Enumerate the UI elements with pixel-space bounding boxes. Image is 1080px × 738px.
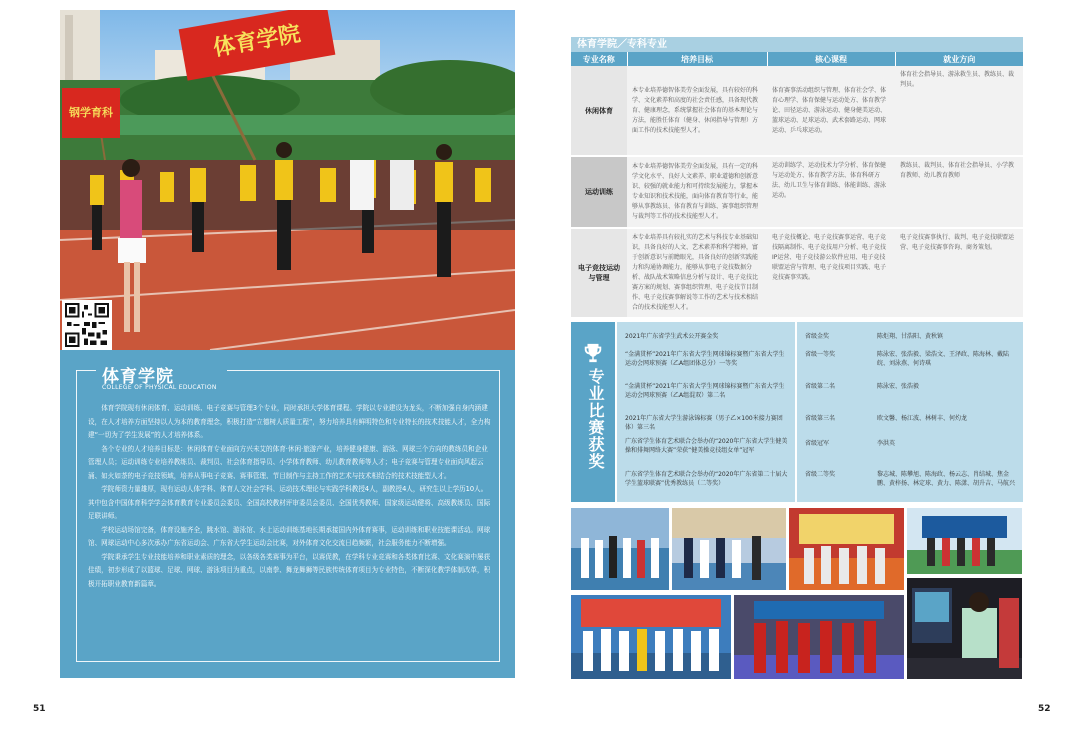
major-goal: 本专业培养德智体美劳全面发展，具有较好的科学、文化素养和高度的社会责任感，具备现代教育、健康理念，系统掌握社会体育的基本理论与方法，能胜任体育（健身、休闲指导与管理）方面工作的技术技能型人才。 [627,66,767,156]
award-level: 省级一等奖 [805,351,836,358]
award-photo-4 [907,508,1022,574]
major-goal: 本专业培养具有较扎实的艺术与科技专业基础知识，具备良好的人文、艺术素养和科学精神，富于创新意识与前瞻眼光，具备良好的创新实践能力和沟通协调能力，能够从事电子竞技数据分析、战队战术策略信息分析与设计、电子竞技比赛方案的规划、赛事组织管理、电子竞技节目制作、电子竞技赛事解说等工作的艺术与技术相结合的技术技能型人才。 [627,228,767,318]
awards-title: 专业比赛获奖 [586,368,605,470]
page-number-left: 51 [33,704,46,714]
header-goal: 培养目标 [627,52,767,66]
table-row [571,66,1023,156]
award-winners: 李洪英 [877,440,896,447]
award-event: 2021年广东省学生武术公开赛金奖 [625,333,719,340]
award-winners: 欧文馨、杨江波、林树丰、何灼龙 [877,415,968,422]
awards-section [571,322,1023,502]
majors-table [571,52,1023,319]
page-number-right: 52 [1038,704,1051,714]
trophy-icon [582,342,604,364]
award-event: “金满贯杯”2021年广东省大学生网球锦标赛暨广东省大学生运动会网球预赛（乙A组团体总分）一等奖 [625,351,785,367]
major-courses: 电子竞技概论、电子竞技赛事运营、电子竞技隔离制作、电子竞技用户分析、电子竞技IP运营、电子竞技游公软件应用、电子竞技联盟运营与管理、电子竞技项目实践、电子竞技赛事实践。 [767,228,895,318]
table-row [571,228,1023,318]
small-flag: 钢学育科 [62,88,120,138]
award-winners: 陈泳宏、张浩毅、梁浩文、王泽政、陈海林、戴陆皖、刘泳燕、何诗琪 [877,351,1010,367]
award-event: 广东省学生体育艺术联合会举办的“2020年广东省大学生健美操和排舞网络大赛”荣获“健美操竞技组女单”冠军 [625,438,788,454]
awards-events-column [617,322,795,502]
intro-paragraph: 学校运动场馆完备，体育设施齐全，跳水馆、游泳馆、水上运动训练基地长期承接国内外体育赛事，运动训练和职业技能课活动。网球馆、网球运动中心多次承办广东省运动会、广东省大学生运动会比赛，对外体育文化交流日趋频繁，社会服务能力不断增强。 [88,525,491,547]
award-event: 2021年广东省大学生游泳锦标赛（男子乙×100米接力赛团体）第三名 [625,415,783,431]
esports-photo [907,578,1022,679]
major-career: 体育社会指导员、游泳救生员、教练员、裁判员。 [895,66,1023,156]
college-subtitle: COLLEGE OF PHYSICAL EDUCATION [102,384,217,391]
header-courses: 核心课程 [767,52,895,66]
award-photo-6 [734,595,904,679]
section-title: 体育学院／专科专业 [571,37,1023,52]
award-photo-1 [571,508,669,590]
intro-text [88,402,493,591]
award-level: 省级二等奖 [805,471,836,478]
parade-photo [60,10,515,350]
major-goal: 本专业培养德智体美劳全面发展，具有一定的科学文化水平、良好人文素养、职业道德和创新意识、较强的就业能力和可持续发展能力，掌握本专业知识和技术技能，面向体育教育等行业，能够从事教练员、体育教育与训练、赛事组织管理与裁判等工作的技术技能型人才。 [627,156,767,228]
award-winners: 黎志城、陈攀旭、陈海政、杨云志、肖结城、焦金鹏、黄梓扬、林定球、黄力、陈潇、胡升吉、马航兴 [877,471,1016,487]
award-level: 省级第三名 [805,415,836,422]
header-major: 专业名称 [571,52,627,66]
banner-flag: 体育学院 [179,10,336,81]
major-name: 休闲体育 [571,66,627,156]
header-career: 就业方向 [895,52,1023,66]
award-winners: 陈泳宏、张浩毅 [877,383,920,390]
major-courses: 体育赛事活动组织与管理、体育社会学、体育心理学、体育保健与运动处方、体育教学论、田径运动、游泳运动、健身健美运动、篮球运动、足球运动、武术套路运动、网球运动、乒乓球运动。 [767,66,895,156]
award-photo-3 [789,508,904,590]
college-intro-panel [60,350,515,678]
table-header-row [571,52,1023,66]
qr-code[interactable] [62,300,112,350]
award-event: 广东省学生体育艺术联合会举办的“2020年广东省第二十届大学生篮球联赛”优秀教练员（二等奖） [625,471,788,487]
awards-label [571,322,615,502]
awards-winners-column [797,322,1023,502]
major-career: 教练员、裁判员、体育社会指导员、小学教育教师、幼儿教育教师 [895,156,1023,228]
table-row [571,156,1023,228]
intro-paragraph: 各个专业的人才培养目标是：休闲体育专业面向方兴未艾的体育·休闲·旅游产业，培养健身健康、游泳、网球三个方向的教练员和企业管理人员；运动训练专业培养教练员、裁判员、社会体育指导员、小学体育教师、幼儿教育教师等人才；电子竞赛与管理专业面向风起云涌、如火如荼的电子竞技领域，培养从事电子竞赛、赛事管理、节目制作与主持工作的艺术与技术相结合的技术技能型人才。 [88,444,488,480]
award-level: 省级金奖 [805,333,830,340]
major-name: 运动训练 [571,156,627,228]
major-name: 电子竞技运动与管理 [571,228,627,318]
award-event: “金满贯杯”2021年广东省大学生网球锦标赛暨广东省大学生运动会网球预赛（乙A组混双）第二名 [625,383,785,399]
college-title: 体育学院 [102,367,174,387]
major-courses: 运动训练学、运动技术力学分析、体育保健与运动处方、体育教学方法、体育科研方法、幼儿卫生与体育训练、体能训练、游泳运动。 [767,156,895,228]
award-level: 省级冠军 [805,440,830,447]
award-level: 省级第二名 [805,383,836,390]
intro-paragraph: 体育学院现有休闲体育、运动训练、电子竞赛与管理3个专业，同时承担大学体育课程。学院以专业建设为龙头，不断加强自身内涵建设，在人才培养方面坚持以人为本的教育理念，积极打造“立德树人质量工程”，努力培养具有鲜明特色和专业特长的技术技能人才，全力构建“一切为了学生发展”的人才培养体系。 [88,404,491,439]
intro-paragraph: 学院师资力量雄厚，现有运动人体学科、体育人文社会学科、运动技术理论与实践学科教授4人，副教授4人，研究生以上学历10人。其中包含中国体育科学学会体育教育专业委员会委员、全国高校教材评审委员会委员、全国优秀教师、国家级运动健将、高级教练员、国际足联讲师。 [88,485,491,520]
award-winners: 陈炬翔、甘浩阳、黄秋镇 [877,333,944,340]
major-career: 电子竞技赛事执行、裁判、电子竞技联盟运营、电子竞技赛事咨询、商务策划。 [895,228,1023,318]
intro-paragraph: 学院秉承学生专业技能培养和职业素质的理念，以各级各类赛事为平台，以赛促教，在学科专业竞赛和各类体育比赛、文化赛演中屡获佳绩，初步形成了以篮球、足球、网球、游泳项目为重点，以南拳、舞龙舞狮等民族传统体育项目为专业特色，不断深化教学体制改革，积极开拓职业教育新篇章。 [88,552,491,588]
award-photo-5 [571,595,731,679]
award-photo-2 [672,508,786,590]
